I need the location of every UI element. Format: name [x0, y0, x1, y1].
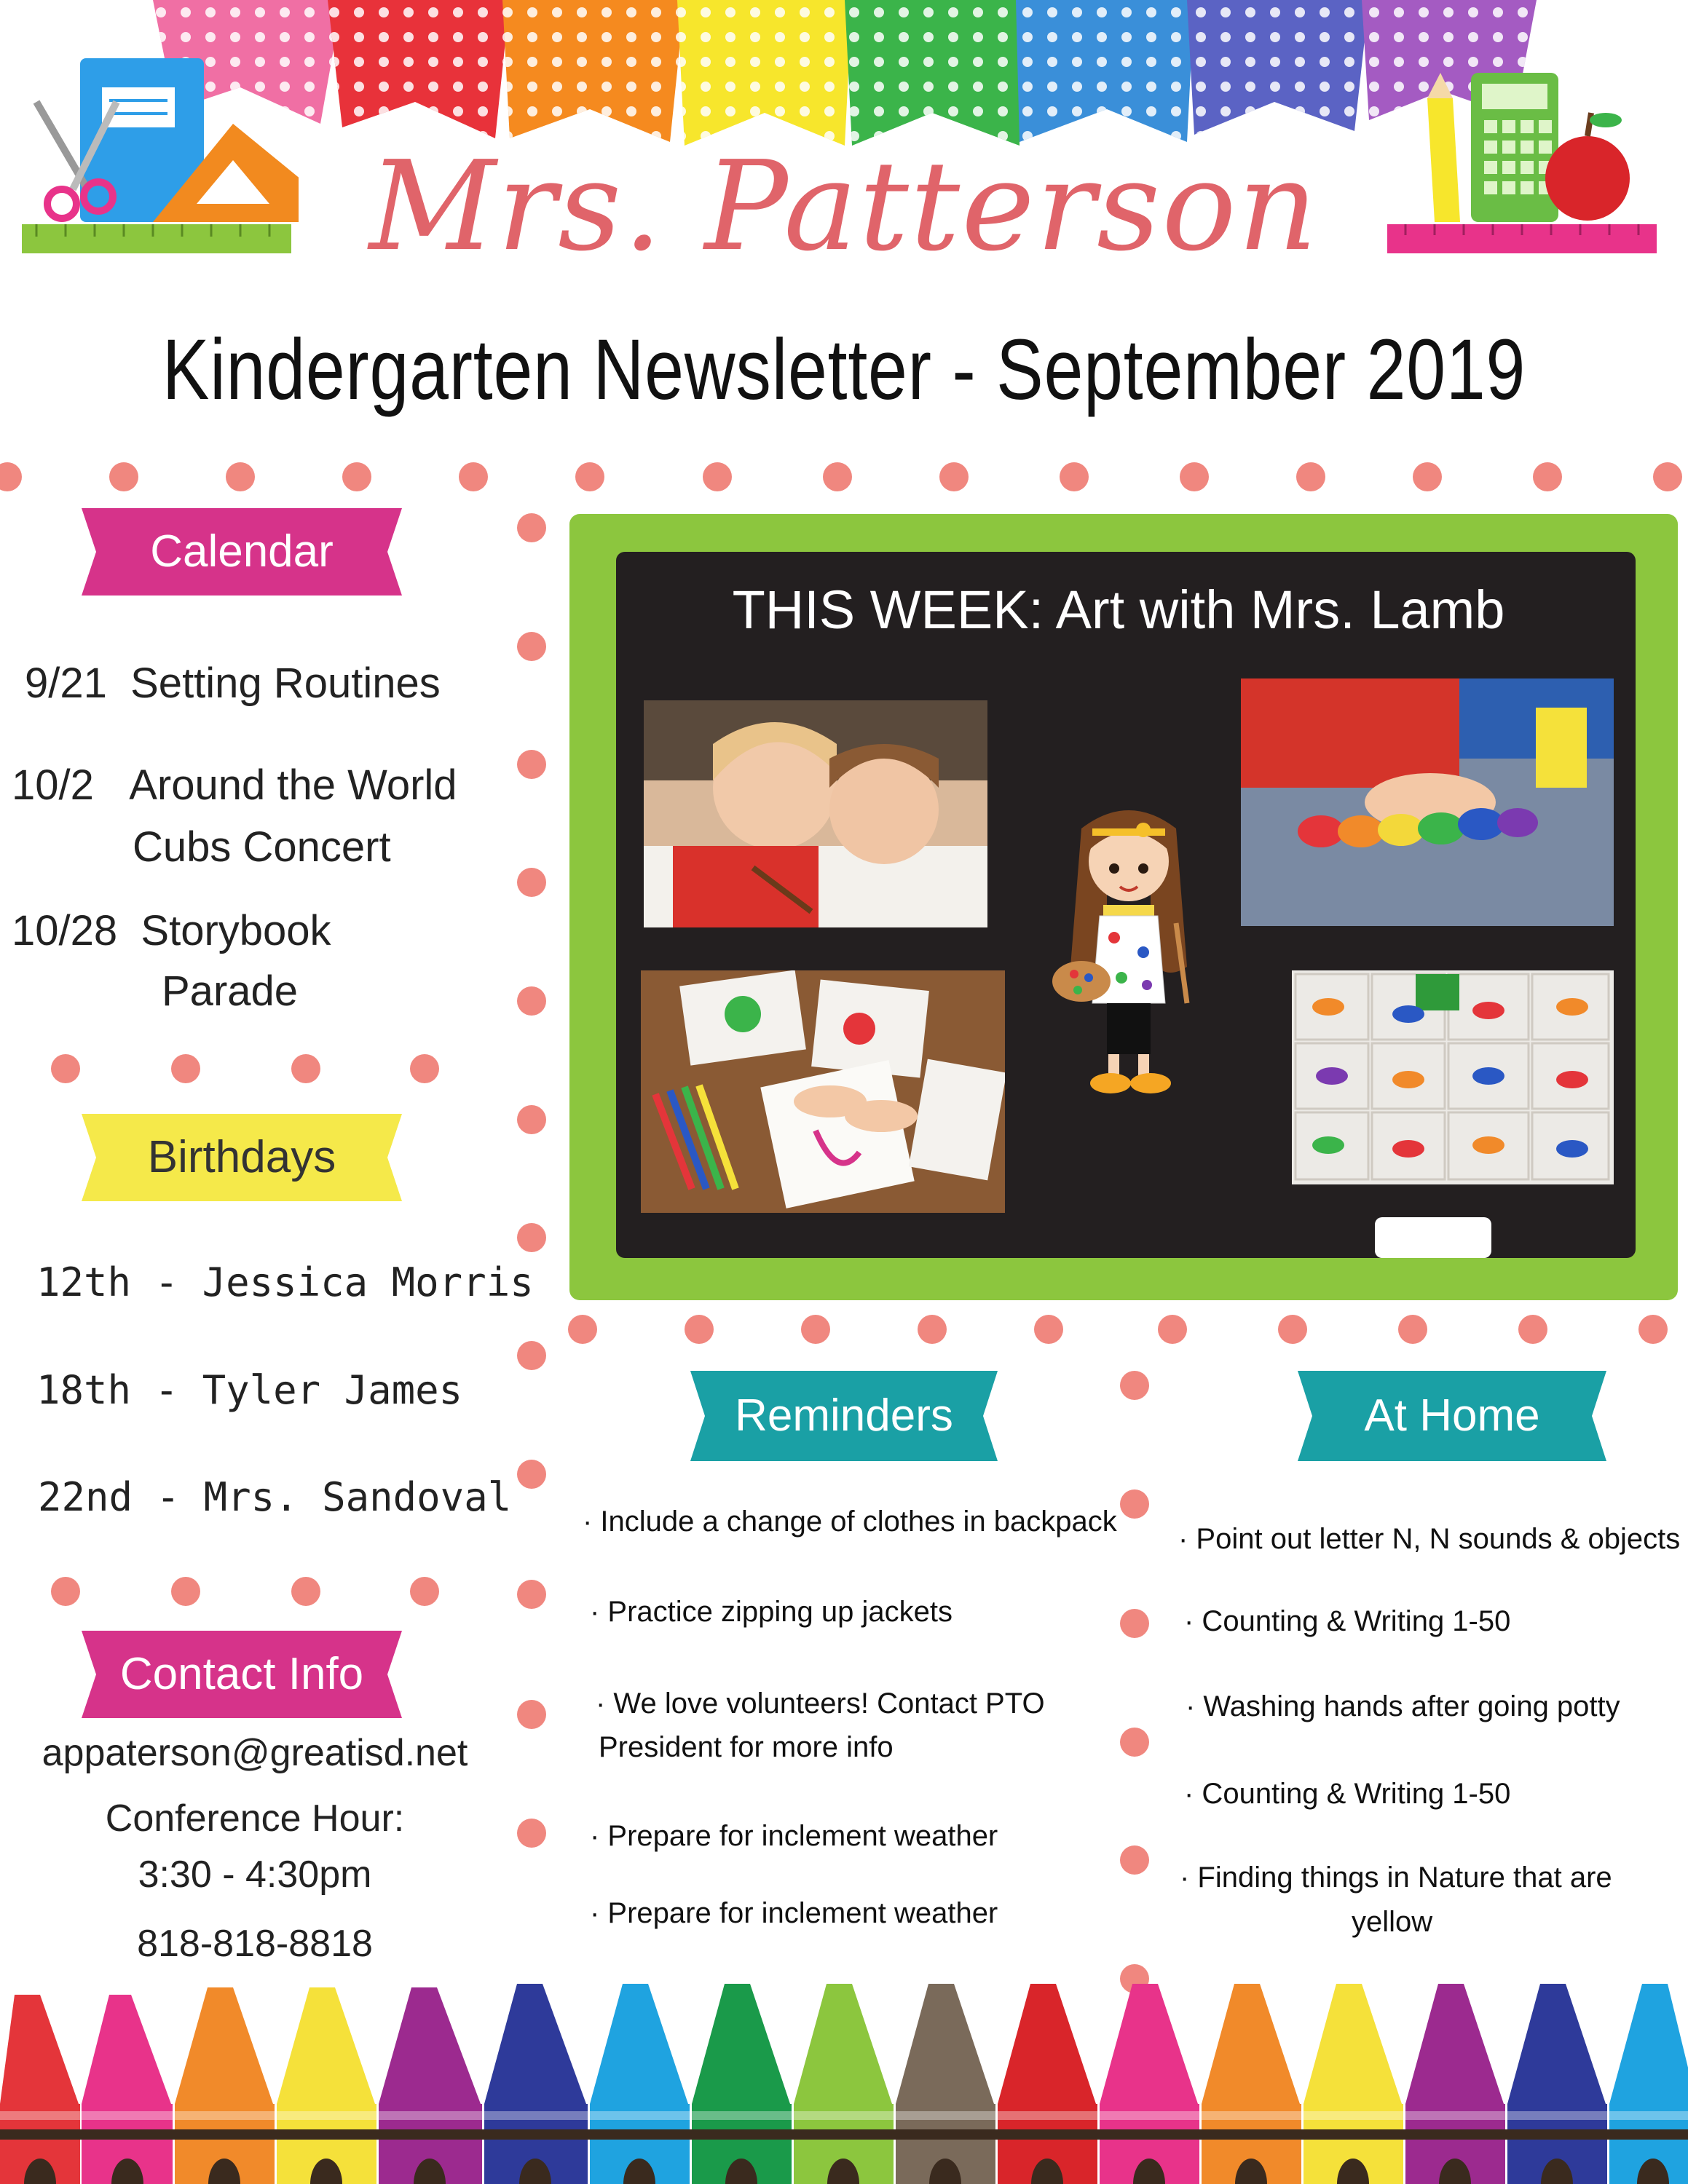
newsletter-title: Kindergarten Newsletter - September 2019 — [162, 322, 1526, 418]
dot-row-under-board — [568, 1315, 1668, 1344]
crayon — [896, 1984, 995, 2184]
at-home-item: · Point out letter N, N sounds & objects — [1178, 1523, 1681, 1555]
reminder-item: · We love volunteers! Contact PTO — [596, 1688, 1045, 1720]
calendar-heading: Calendar — [150, 526, 334, 577]
dot-column-middle — [1120, 1371, 1149, 1993]
event-date: 10/2 — [12, 761, 94, 809]
crayon — [692, 1984, 792, 2184]
at-home-item: yellow — [1352, 1906, 1433, 1938]
event-title: Around the World — [129, 761, 457, 809]
crayon — [1202, 1984, 1301, 2184]
photo-fish-art-wall — [1292, 970, 1614, 1184]
contact-email[interactable]: appaterson@greatisd.net — [42, 1732, 468, 1774]
crayon — [277, 1987, 376, 2184]
dot-column-left — [517, 513, 546, 1848]
birthday-item: 18th - Tyler James — [36, 1367, 463, 1413]
at-home-item: · Washing hands after going potty — [1186, 1690, 1620, 1722]
crayon — [175, 1987, 275, 2184]
birthday-item: 22nd - Mrs. Sandoval — [38, 1474, 512, 1520]
reminder-item: · Prepare for inclement weather — [590, 1820, 998, 1852]
teacher-name-title: Mrs. Patterson — [368, 135, 1320, 279]
event-date: 9/21 — [25, 660, 107, 707]
crayon — [1507, 1984, 1607, 2184]
at-home-item: · Finding things in Nature that are — [1180, 1861, 1612, 1894]
at-home-item: · Counting & Writing 1-50 — [1184, 1778, 1511, 1810]
event-date: 10/28 — [12, 907, 118, 954]
reminders-heading: Reminders — [735, 1390, 953, 1441]
calendar-event-1 — [25, 659, 441, 708]
board-title: THIS WEEK: Art with Mrs. Lamb — [732, 579, 1505, 640]
reminder-item: President for more info — [599, 1731, 894, 1763]
chalkboard-eraser — [1375, 1217, 1491, 1258]
conference-hour-label: Conference Hour: — [105, 1797, 405, 1840]
crayon — [1609, 1984, 1688, 2184]
reminder-item: · Practice zipping up jackets — [590, 1596, 953, 1628]
crayon — [0, 1995, 80, 2184]
conference-hour-time: 3:30 - 4:30pm — [138, 1853, 372, 1896]
reminder-item: · Prepare for inclement weather — [590, 1897, 998, 1929]
birthdays-heading: Birthdays — [147, 1132, 336, 1182]
dot-row-lower-left — [51, 1577, 439, 1606]
photo-child-drawing — [644, 700, 987, 927]
contact-phone: 818-818-8818 — [137, 1923, 373, 1965]
crayon — [794, 1984, 894, 2184]
birthday-item: 12th - Jessica Morris — [36, 1259, 534, 1305]
crayon — [1405, 1984, 1505, 2184]
at-home-item: · Counting & Writing 1-50 — [1184, 1605, 1511, 1637]
calendar-event-2 — [12, 761, 457, 810]
calendar-event-3 — [12, 906, 331, 955]
crayon — [1100, 1984, 1199, 2184]
event-title: Setting Routines — [130, 660, 441, 707]
reminder-item: · Include a change of clothes in backpack — [583, 1506, 1117, 1538]
dot-row-middle-left — [51, 1054, 439, 1083]
crayon — [998, 1984, 1097, 2184]
photo-coloring-table — [641, 970, 1005, 1213]
crayon — [82, 1995, 173, 2184]
crayon — [379, 1987, 482, 2184]
contact-heading: Contact Info — [119, 1649, 364, 1699]
crayon — [1304, 1984, 1403, 2184]
crayon — [590, 1984, 690, 2184]
calendar-event-3-line2: Parade — [162, 968, 299, 1015]
calendar-event-2-line2: Cubs Concert — [133, 823, 391, 871]
painter-girl-illustration — [1041, 799, 1216, 1098]
crayon-border — [0, 1966, 1688, 2184]
crayon — [484, 1984, 588, 2184]
photo-play-dough — [1241, 678, 1614, 926]
dot-row-top — [0, 462, 1682, 491]
event-title: Storybook — [141, 907, 331, 954]
at-home-heading: At Home — [1364, 1390, 1540, 1441]
